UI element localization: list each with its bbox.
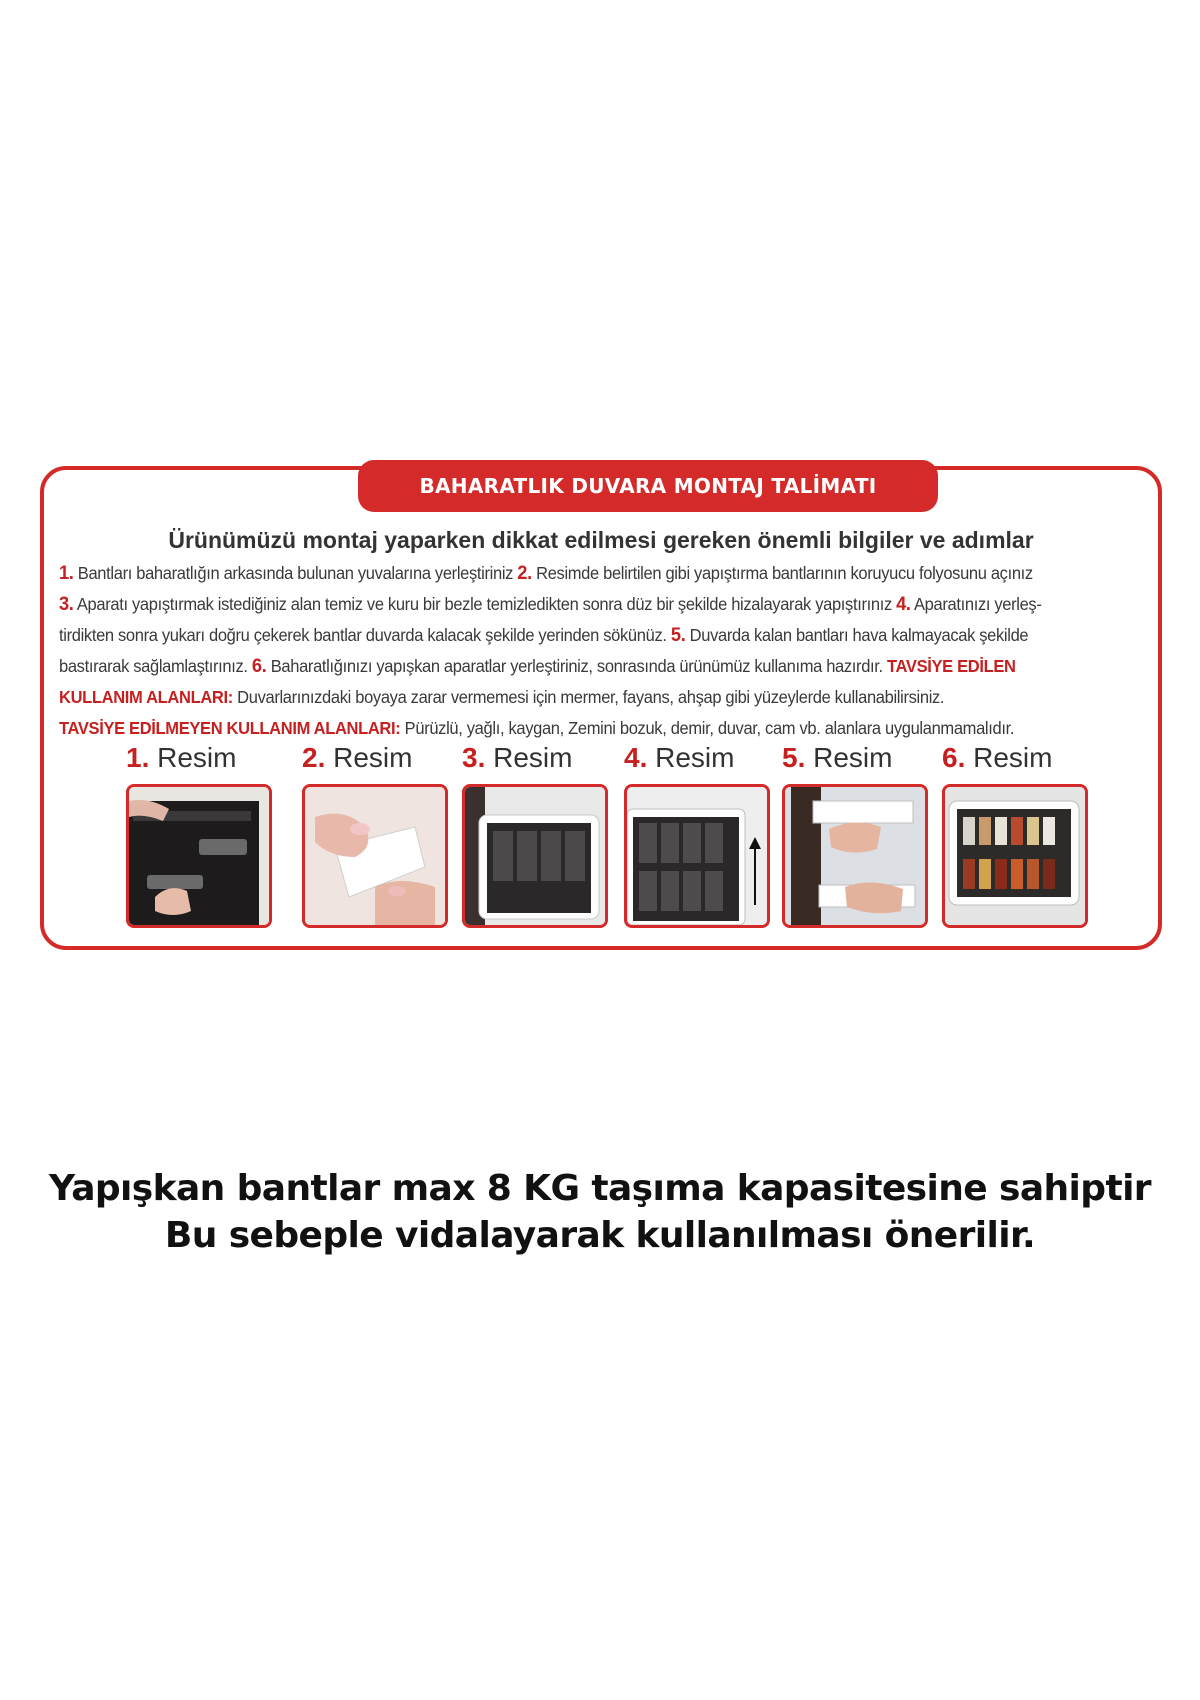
instruction-card xyxy=(40,466,1162,950)
step-label xyxy=(302,742,452,778)
instruction-line xyxy=(59,682,1105,713)
step-label-number: 3. xyxy=(462,742,486,773)
subtitle: Ürünümüzü montaj yaparken dikkat edilmesi gereken önemli bilgiler ve adımlar xyxy=(168,527,1034,553)
instruction-line xyxy=(59,558,1105,589)
step-text: tirdikten sonra yukarı doğru çekerek bantlar duvarda kalacak şekilde yerinden sökünüz. xyxy=(59,625,671,645)
step-4-image xyxy=(624,784,770,928)
step-2 xyxy=(302,742,452,928)
step-number: 3. xyxy=(59,594,74,615)
step-text: Baharatlığınızı yapışkan aparatlar yerleştiriniz, sonrasında ürünümüz kullanıma hazırdır. xyxy=(266,656,888,676)
step-number: 5. xyxy=(670,625,686,646)
step-3-image xyxy=(462,784,608,928)
step-number: 4. xyxy=(896,594,911,615)
step-text: Bantları baharatlığın arkasında bulunan yuvalarına yerleştiriniz xyxy=(73,563,518,583)
step-label-number: 2. xyxy=(302,742,326,773)
not-recommended-heading: TAVSİYE EDİLMEYEN KULLANIM ALANLARI: xyxy=(59,718,401,738)
step-label-number: 5. xyxy=(782,742,806,773)
press-tape-illustration xyxy=(785,787,925,925)
mounted-rack-illustration xyxy=(945,787,1085,925)
step-5-image xyxy=(782,784,928,928)
step-label xyxy=(624,742,774,778)
step-label xyxy=(782,742,932,778)
step-4 xyxy=(624,742,774,928)
step-number: 1. xyxy=(59,563,74,584)
title-banner: BAHARATLIK DUVARA MONTAJ TALİMATI xyxy=(358,460,938,512)
step-label xyxy=(462,742,612,778)
step-label-text: Resim xyxy=(325,742,413,773)
step-1 xyxy=(126,742,276,928)
step-label-text: Resim xyxy=(647,742,735,773)
step-label-number: 1. xyxy=(126,742,150,773)
instruction-line xyxy=(59,651,1105,682)
step-6 xyxy=(942,742,1092,928)
step-label xyxy=(942,742,1092,778)
recommended-text: Duvarlarınızdaki boyaya zarar vermemesi için mermer, fayans, ahşap gibi yüzeylerde kullanabilirsiniz. xyxy=(232,687,945,707)
instruction-line xyxy=(59,713,1105,744)
step-label-text: Resim xyxy=(485,742,573,773)
step-label-text: Resim xyxy=(965,742,1053,773)
step-text: Aparatı yapıştırmak istediğiniz alan temiz ve kuru bir bezle temizledikten sonra düz bir şekilde hizalayarak yapıştırınız xyxy=(73,594,897,614)
peel-tape-illustration xyxy=(305,787,445,925)
align-rack-illustration xyxy=(465,787,605,925)
step-label-number: 4. xyxy=(624,742,648,773)
step-label xyxy=(126,742,276,778)
rack-back-illustration xyxy=(129,787,269,925)
capacity-note-line-1: Yapışkan bantlar max 8 KG taşıma kapasitesine sahiptir xyxy=(49,1168,1151,1209)
capacity-note xyxy=(0,1165,1200,1259)
step-1-image xyxy=(126,784,272,928)
step-images xyxy=(84,742,1144,942)
step-label-text: Resim xyxy=(149,742,237,773)
step-text: bastırarak sağlamlaştırınız. xyxy=(59,656,252,676)
lift-rack-illustration xyxy=(627,787,767,925)
instructions-text xyxy=(59,558,1105,744)
instruction-line xyxy=(59,620,1105,651)
step-label-number: 6. xyxy=(942,742,966,773)
step-number: 2. xyxy=(517,563,532,584)
step-text: Duvarda kalan bantları hava kalmayacak şekilde xyxy=(685,625,1029,645)
step-5 xyxy=(782,742,932,928)
instruction-line xyxy=(59,589,1105,620)
step-3 xyxy=(462,742,612,928)
recommended-heading: KULLANIM ALANLARI: xyxy=(59,687,233,707)
step-text: Aparatınızı yerleş- xyxy=(910,594,1042,614)
step-number: 6. xyxy=(251,656,267,677)
recommended-heading: TAVSİYE EDİLEN xyxy=(887,656,1016,676)
step-label-text: Resim xyxy=(805,742,893,773)
not-recommended-text: Pürüzlü, yağlı, kaygan, Zemini bozuk, demir, duvar, cam vb. alanlara uygulanmamalıdır. xyxy=(400,718,1015,738)
capacity-note-line-2: Bu sebeple vidalayarak kullanılması önerilir. xyxy=(164,1215,1036,1256)
step-6-image xyxy=(942,784,1088,928)
step-text: Resimde belirtilen gibi yapıştırma bantlarının koruyucu folyosunu açınız xyxy=(531,563,1033,583)
step-2-image xyxy=(302,784,448,928)
